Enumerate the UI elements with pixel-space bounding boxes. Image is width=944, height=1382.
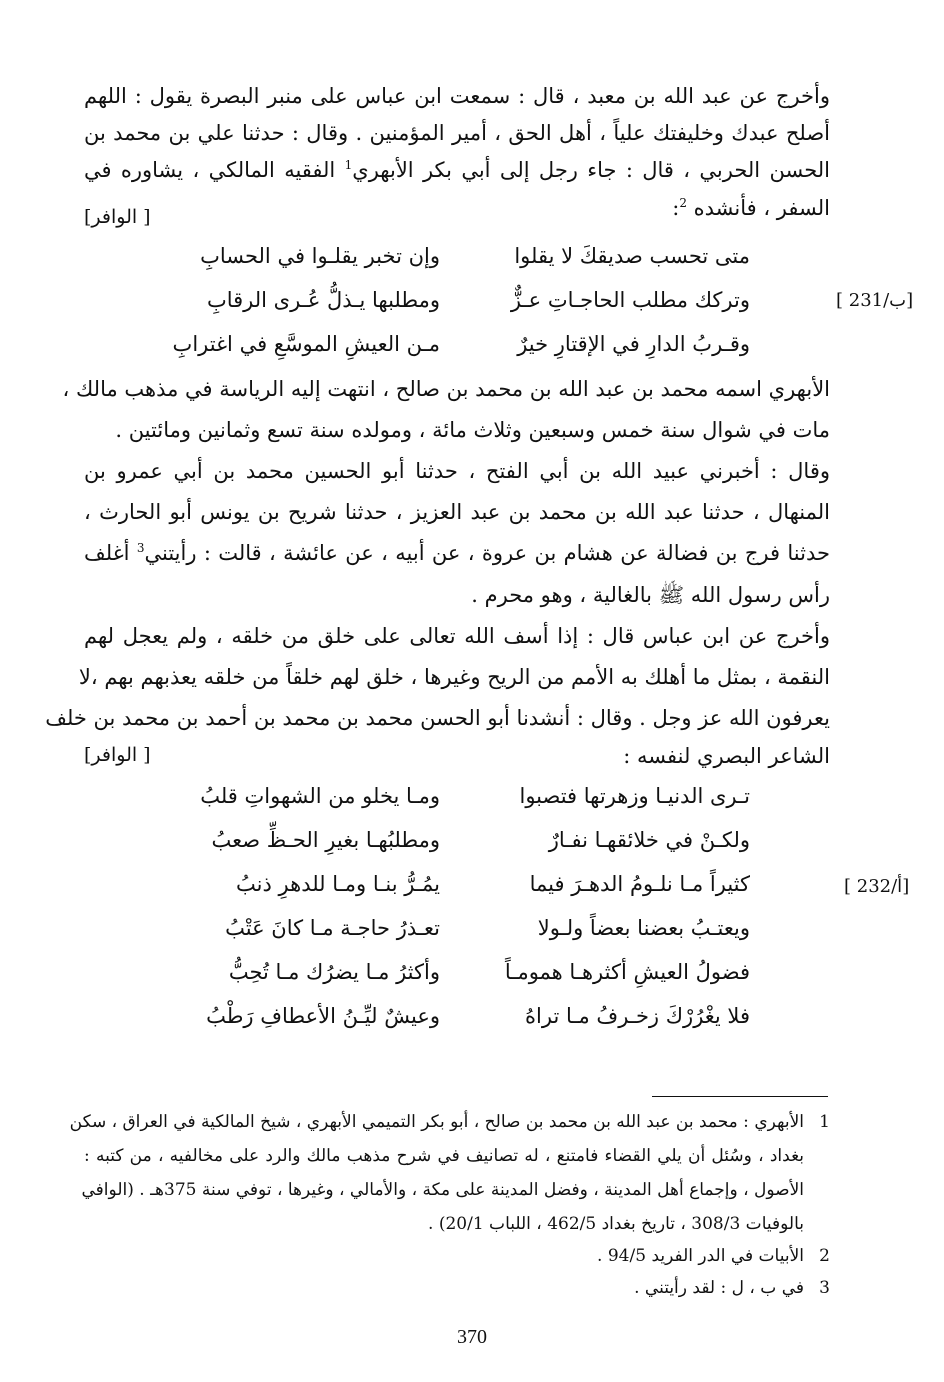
footnote-number: 2 (819, 1246, 830, 1266)
verse-row (150, 828, 750, 874)
body-line: الأبهري اسمه محمد بن عبد الله بن محمد بن صالح ، انتهت إليه الرياسة في مذهب مالك ، (62, 377, 830, 401)
verse-row (150, 916, 750, 962)
hemistich-first: متى تحسب صديقكَ لا يقلوا (514, 244, 750, 268)
body-line: الحسن الحربي ، قال : جاء رجل إلى أبي بكر الأبهري$^1$ الفقيه المالكي ، يشاوره في (84, 158, 830, 182)
hemistich-second: ومطلبها يـذلُّ عُـرى الرقابِ (206, 288, 440, 312)
hemistich-first: ولكـنْ في خلائقهـا نفـارٌ (548, 828, 750, 852)
hemistich-first: فضولُ العيشِ أكثرهـا همومـاً (504, 960, 750, 984)
body-line: وأخرج عن عبد الله بن معبد ، قال : سمعت ابن عباس على منبر البصرة يقول : اللهم (84, 84, 830, 108)
body-line: مات في شوال سنة خمس وسبعين وثلاث مائة ، ومولده سنة تسع وثمانين ومائتين . (115, 418, 830, 442)
meter-label: [ الوافر] (84, 744, 151, 766)
body-line: الشاعر البصري لنفسه : (623, 744, 830, 768)
hemistich-second: مـن العيشِ الموسَّعِ في اغترابِ (172, 332, 440, 356)
hemistich-second: تعـذرُ حاجـة مـا كانَ عَتْبُ (225, 916, 440, 940)
footnote-separator (652, 1096, 828, 1097)
footnote-ref: 2 (679, 196, 687, 210)
verse-row (150, 872, 750, 918)
body-line: رأس رسول الله ﷺ بالغالية ، وهو محرم . (471, 583, 830, 607)
verse-row (150, 332, 750, 378)
body-line: يعرفون الله عز وجل . وقال : أنشدنا أبو الحسن محمد بن محمد بن أحمد بن محمد بن خلف (45, 706, 830, 730)
meter-label: [ الوافر] (84, 206, 151, 228)
footnote-2: 2 الأبيات في الدر الفريد 94/5 . (597, 1246, 830, 1266)
body-line: المنهال ، حدثنا عبد الله بن محمد بن عبد العزيز ، حدثنا شريح بن يونس أبو الحارث ، (84, 500, 830, 524)
footnote-line: بغداد ، وسُئل أن يلي القضاء فامتنع ، له تصانيف في شرح مذهب مالك والرد على مخالفيه ، من كتبه : (84, 1146, 804, 1166)
body-line: النقمة ، بمثل ما أهلك به الأمم من الريح وغيرها ، خلق لهم خلقاً من خلقه يعذبهم بهم ،لا (78, 665, 830, 689)
body-line: أصلح عبدك وخليفتك علياً ، أهل الحق ، أمير المؤمنين . وقال : حدثنا علي بن محمد بن (84, 121, 830, 145)
hemistich-second: يمُـرُّ بنـا ومـا للدهرِ ذنبُ (236, 872, 440, 896)
verse-row (150, 960, 750, 1006)
hemistich-first: ويعتـبُ بعضنا بعضاً ولـولا (537, 916, 750, 940)
footnote-ref: 3 (136, 541, 145, 555)
hemistich-first: وتركك مطلب الحاجـاتِ عـزٌّ (510, 288, 750, 312)
hemistich-first: وقـربُ الدارِ في الإقتارِ خيرٌ (517, 332, 750, 356)
folio-marker: [ 231/ب] (836, 290, 914, 311)
hemistich-second: ومـا يخلو من الشهواتِ قلبُ (200, 784, 440, 808)
page-number: 370 (457, 1326, 487, 1348)
footnote-ref: 1 (344, 158, 353, 172)
footnote-number: 3 (819, 1278, 830, 1298)
folio-marker: [ 232/أ] (844, 876, 910, 897)
hemistich-second: وإن تخبر يقلـوا في الحسابِ (200, 244, 440, 268)
hemistich-second: وعيشٌ ليِّـنُ الأعطافِ رَطْبُ (206, 1004, 440, 1028)
footnote-line: بالوفيات 308/3 ، تاريخ بغداد 462/5 ، اللباب 20/1) . (428, 1214, 804, 1234)
hemistich-first: فلا يغْرُرْكَ زخـرفُ مـا تراهُ (525, 1004, 750, 1028)
verse-row (150, 244, 750, 290)
hemistich-second: ومطلبُهـا بغيرِ الحـظِّ صعبُ (211, 828, 440, 852)
hemistich-second: وأكثرُ مـا يضرُك مـا تُحِبُّ (228, 960, 440, 984)
verse-row (150, 288, 750, 334)
footnote-number: 1 (819, 1112, 830, 1132)
body-line: السفر ، فأنشده $^2$: (672, 196, 830, 220)
body-line: وأخرج عن ابن عباس قال : إذا أسف الله تعالى على خلق من خلقه ، ولم يعجل لهم (84, 624, 830, 648)
body-line: حدثنا فرج بن فضالة عن هشام بن عروة ، عن أبيه ، عن عائشة ، قالت : رأيتني$^3$ أغلف (84, 541, 830, 565)
footnote-3: 3 في ب ، ل : لقد رأيتني . (634, 1278, 830, 1298)
verse-row (150, 1004, 750, 1050)
hemistich-first: تـرى الدنيـا وزهرتها فتصبوا (519, 784, 750, 808)
verse-row (150, 784, 750, 830)
footnote-1: 1 الأبهري : محمد بن عبد الله بن محمد بن صالح ، أبو بكر التميمي الأبهري ، شيخ المالكية في العراق ، سكن (69, 1112, 830, 1132)
footnote-line: الأصول ، وإجماع أهل المدينة ، وفضل المدينة على مكة ، والأمالي ، وغيرها ، توفي سنة 375هـ . (الوافي (81, 1180, 804, 1200)
hemistich-first: كثيراً مـا نلـومُ الدهـرَ فيما (529, 872, 750, 896)
body-line: وقال : أخبرني عبيد الله بن أبي الفتح ، حدثنا أبو الحسين محمد بن أبي عمرو بن (84, 459, 830, 483)
